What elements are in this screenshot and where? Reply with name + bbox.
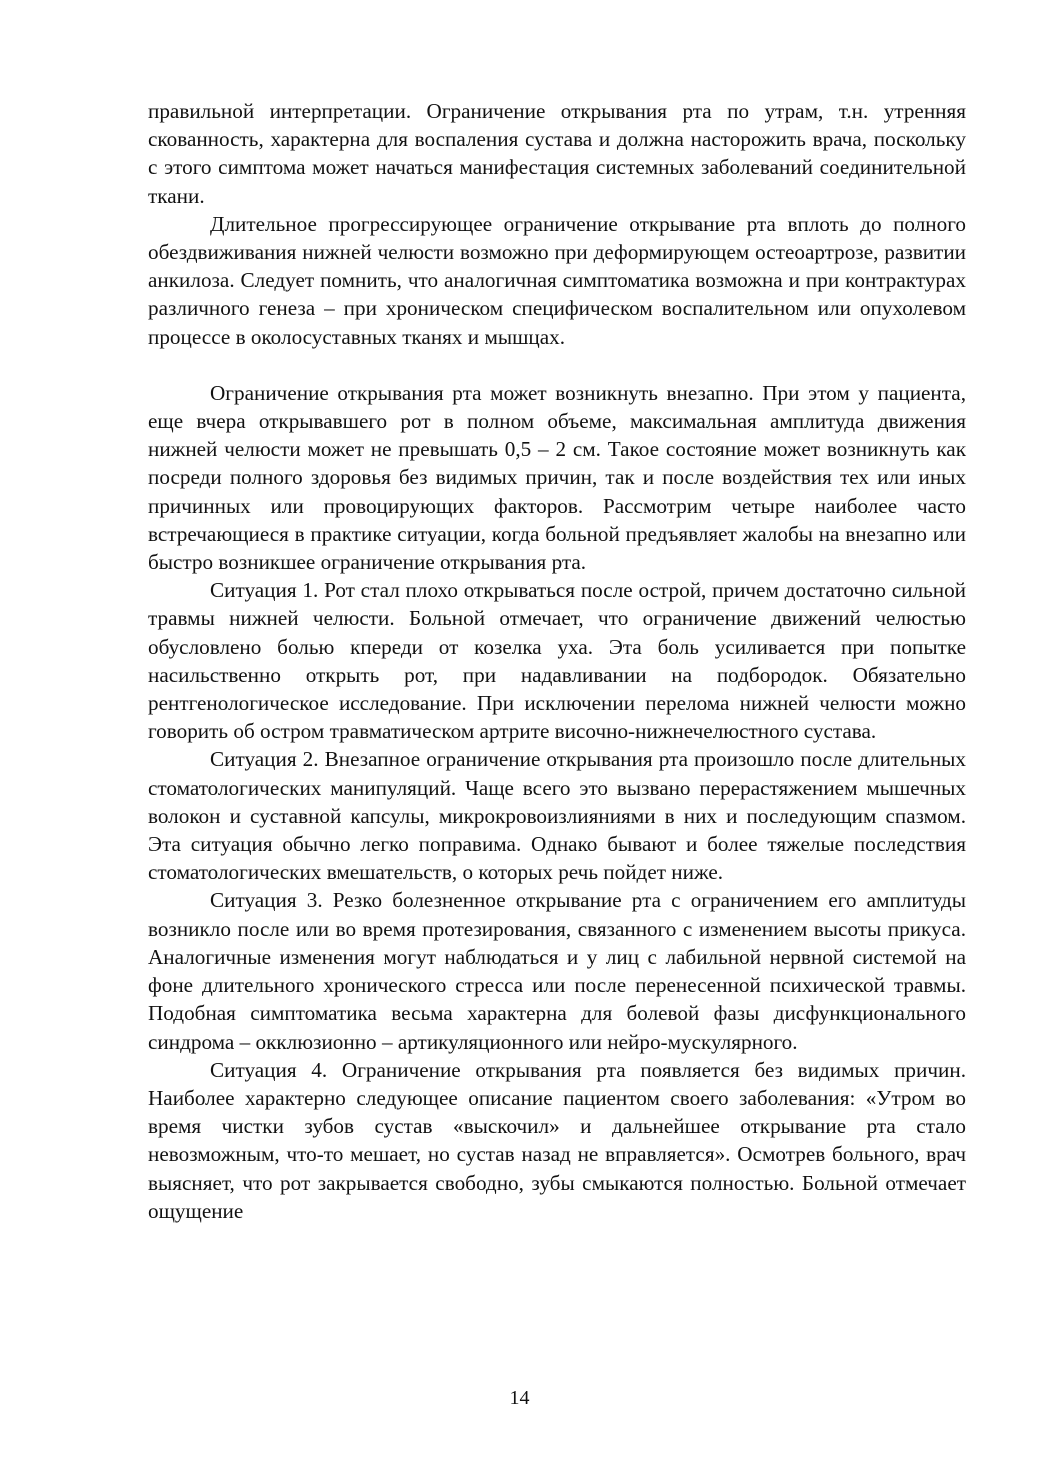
page-body bbox=[148, 97, 966, 1225]
paragraph-situation-4: Ситуация 4. Ограничение открывания рта появляется без видимых причин. Наиболее характерно следующее описание пациентом своего заболевания: «Утром во время чистки зубов сустав «выскочил» и дальнейшее открывание рта стало невозможным, что-то мешает, но сустав назад не вправляется». Осмотрев больного, врач выясняет, что рот закрывается свободно, зубы смыкаются полностью. Больной отмечает ощущение bbox=[148, 1057, 966, 1223]
page-number: 14 bbox=[509, 1387, 530, 1409]
paragraph-sudden-limitation: Ограничение открывания рта может возникнуть внезапно. При этом у пациента, еще вчера открывавшего рот в полном объеме, максимальная амплитуда движения нижней челюсти может не превышать 0,5 – 2 см. Такое состояние может возникнуть как посреди полного здоровья без видимых причин, так и после воздействия тех или иных причинных или провоцирующих факторов. Рассмотрим четыре наиболее часто встречающиеся в практике ситуации, когда больной предъявляет жалобы на внезапно или быстро возникшее ограничение открывания рта. bbox=[148, 380, 966, 575]
paragraph-situation-2: Ситуация 2. Внезапное ограничение открывания рта произошло после длительных стоматологических манипуляций. Чаще всего это вызвано перерастяжением мышечных волокон и суставной капсулы, микрокровоизлияниями в них и последующим спазмом. Эта ситуация обычно легко поправима. Однако бывают и более тяжелые последствия стоматологических вмешательств, о которых речь пойдет ниже. bbox=[148, 747, 966, 885]
paragraph-situation-3: Ситуация 3. Резко болезненное открывание рта с ограничением его амплитуды возникло после или во время протезирования, связанного с изменением высоты прикуса. Аналогичные изменения могут наблюдаться и у лиц с лабильной нервной системой на фоне длительного хронического стресса или после перенесенной психической травмы. Подобная симптоматика весьма характерна для болевой фазы дисфункционального синдрома – окклюзионно – артикуляционного или нейро-мускулярного. bbox=[148, 888, 966, 1054]
paragraph-situation-1: Ситуация 1. Рот стал плохо открываться после острой, причем достаточно сильной травмы нижней челюсти. Больной отмечает, что ограничение движений челюстью обусловлено болью кпереди от козелка уха. Эта боль усиливается при попытке насильственно открыть рот, при надавливании на подбородок. Обязательно рентгенологическое исследование. При исключении перелома нижней челюсти можно говорить об остром травматическом артрите височно-нижнечелюстного сустава. bbox=[148, 578, 966, 744]
paragraph-progressive-limitation: Длительное прогрессирующее ограничение открывание рта вплоть до полного обездвиживания нижней челюсти возможно при деформирующем остеоартрозе, развитии анкилоза. Следует помнить, что аналогичная симптоматика возможна и при контрактурах различного генеза – при хроническом специфическом воспалительном или опухолевом процессе в околосуставных тканях и мышцах. bbox=[148, 211, 966, 349]
paragraph-gap bbox=[148, 351, 966, 379]
paragraph-continuation: правильной интерпретации. Ограничение открывания рта по утрам, т.н. утренняя скованность, характерна для воспаления сустава и должна насторожить врача, поскольку с этого симптома может начаться манифестация системных заболеваний соединительной ткани. bbox=[148, 99, 966, 208]
